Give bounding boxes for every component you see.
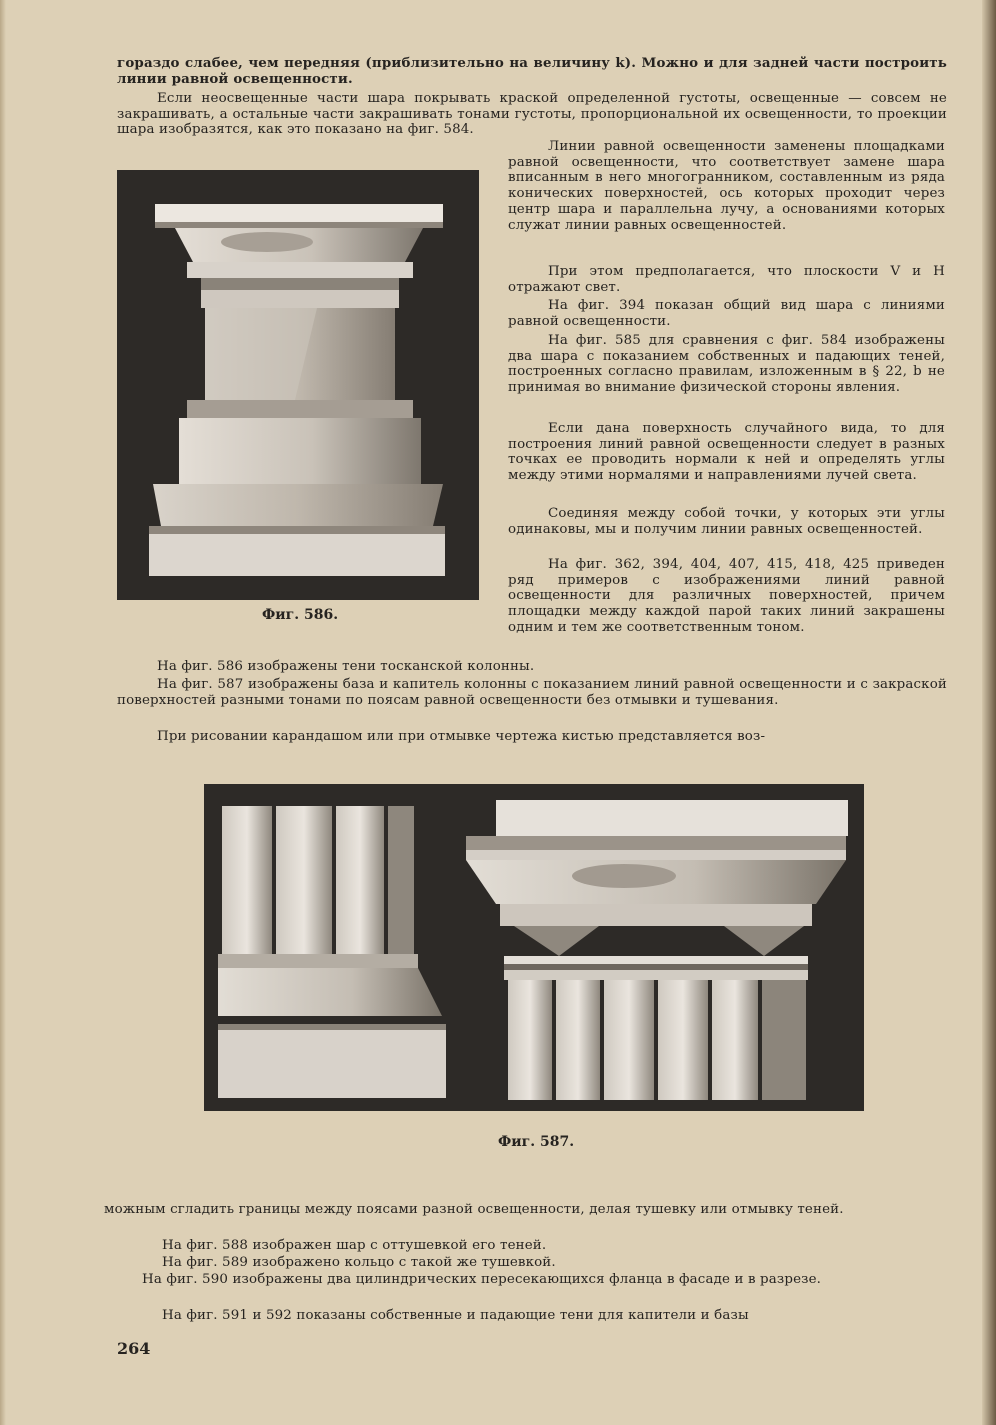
paragraph-right-2: При этом предполагается, что плоскости V и H отражают свет. (508, 264, 945, 295)
paragraph-right-7: На фиг. 362, 394, 404, 407, 415, 418, 425 приведен ряд примеров с изображениями линий равной освещенности для различных поверхностей, причем площадки между каждой парой таких линий закрашены одним и тем же соответственным тоном. (508, 557, 945, 635)
paragraph-middle-2: На фиг. 587 изображены база и капитель колонны с показанием линий равной освещенности и с закраской поверхностей разными тонами по поясам равной освещенности без отмывки и тушевания. (117, 677, 947, 708)
figure-586 (117, 170, 479, 600)
page-edge-right (982, 0, 996, 1425)
paragraph-middle-1: На фиг. 586 изображены тени тосканской колонны. (157, 659, 535, 674)
paragraph-right-5: Если дана поверхность случайного вида, то для построения линий равной освещенности следует в разных точках ее проводить нормали к ней и определять углы между этими нормалями и направлениями лучей света. (508, 421, 945, 484)
paragraph-bottom-2: На фиг. 588 изображен шар с оттушевкой его теней. (162, 1238, 547, 1253)
paragraph-middle-3: При рисовании карандашом или при отмывке чертежа кистью представляется воз- (157, 729, 766, 744)
paragraph-right-1: Линии равной освещенности заменены площадками равной освещенности, что соответствует замене шара вписанным в него многогранником, составленным из ряда конических поверхностей, ось которых проходит через центр шара и параллельна лучу, а основаниями которых служат линии равных освещенностей. (508, 139, 945, 233)
paragraph-bottom-1: можным сгладить границы между поясами разной освещенности, делая тушевку или отмывку теней. (104, 1202, 844, 1217)
paragraph-right-3: На фиг. 394 показан общий вид шара с линиями равной освещенности. (508, 298, 945, 329)
page-number: 264 (117, 1339, 151, 1358)
paragraph-right-6: Соединяя между собой точки, у которых эти углы одинаковы, мы и получим линии равных освещенностей. (508, 506, 945, 537)
paragraph-top-1: гораздо слабее, чем передняя (приблизительно на величину k). Можно и для задней части построить линии равной освещенности. (117, 55, 947, 87)
paragraph-bottom-3: На фиг. 589 изображено кольцо с такой же тушевкой. (162, 1255, 556, 1270)
tuscan-column-base-illustration (117, 170, 479, 600)
paragraph-top-2: Если неосвещенные части шара покрывать краской определенной густоты, освещенные — совсем не закрашивать, а остальные части закрашивать тонами густоты, пропорциональной их освещенности, то проекции шара изобразятся, как это показано на фиг. 584. (117, 91, 947, 138)
paragraph-right-4: На фиг. 585 для сравнения с фиг. 584 изображены два шара с показанием собственных и падающих теней, построенных согласно правилам, изложенным в § 22, b не принимая во внимание физической стороны явления. (508, 333, 945, 396)
figure-586-caption: Фиг. 586. (262, 607, 339, 623)
column-base-capital-illustration (204, 784, 864, 1111)
figure-587-caption: Фиг. 587. (498, 1134, 575, 1150)
page-edge-left (0, 0, 6, 1425)
paragraph-bottom-5: На фиг. 591 и 592 показаны собственные и падающие тени для капители и базы (162, 1308, 749, 1323)
paragraph-bottom-4: На фиг. 590 изображены два цилиндрических пересекающихся фланца в фасаде и в разрезе. (142, 1272, 822, 1287)
figure-587 (204, 784, 864, 1111)
